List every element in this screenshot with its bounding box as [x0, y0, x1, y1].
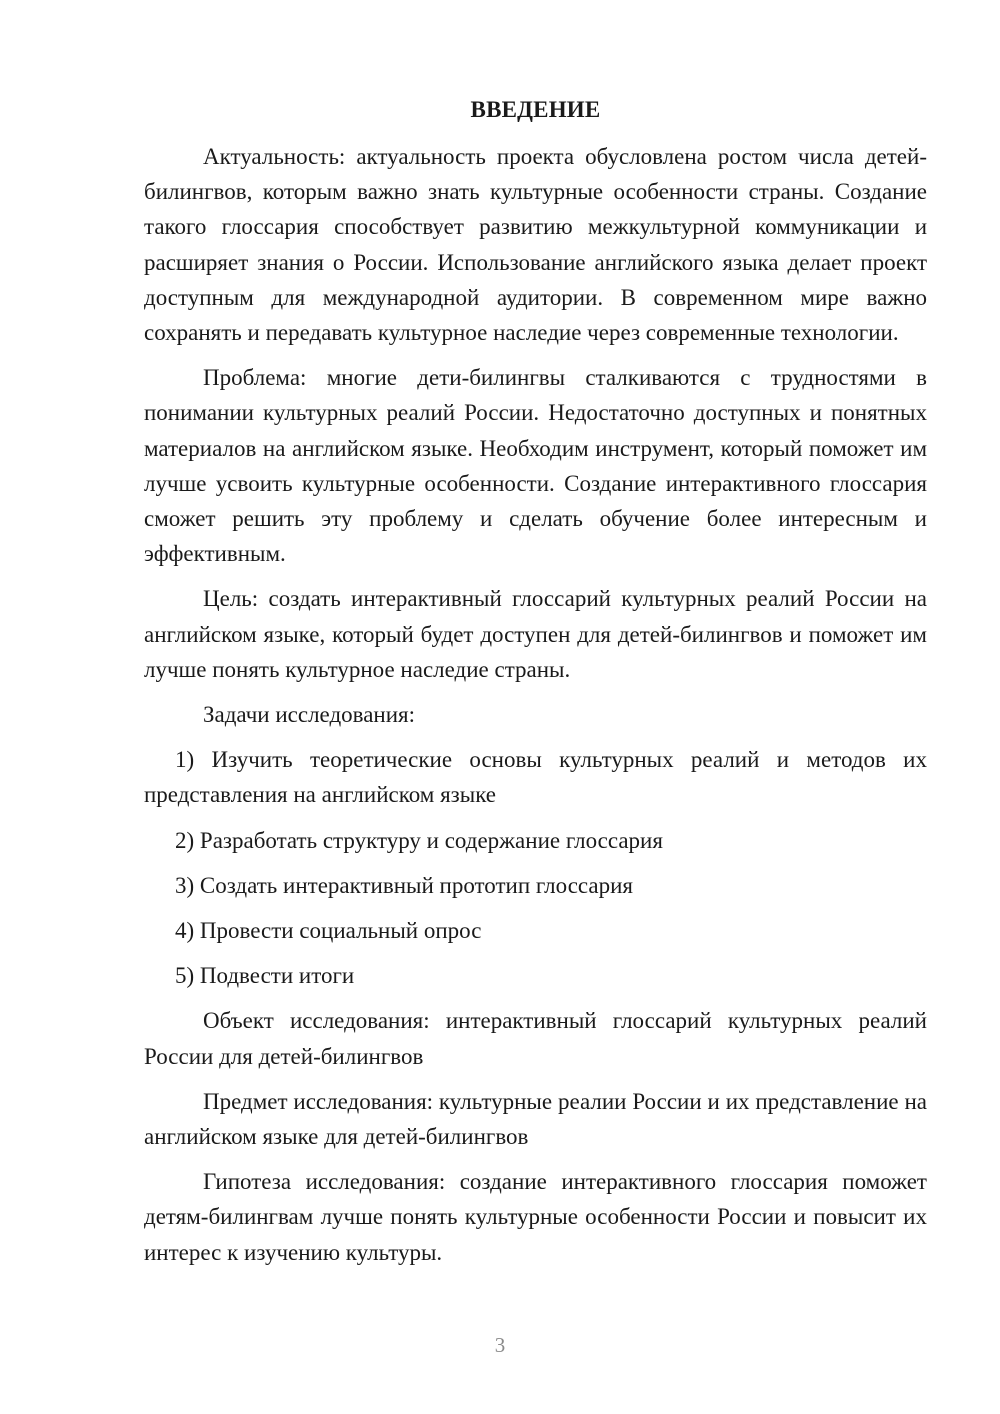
paragraph-goal: Цель: создать интерактивный глоссарий культурных реалий России на английском языке, который будет доступен для детей-билингвов и поможет им лучше понять культурное наследие страны. — [144, 586, 927, 682]
list-item: 5) Подвести итоги — [175, 963, 355, 989]
list-item: 4) Провести социальный опрос — [175, 918, 482, 944]
paragraph-hypothesis: Гипотеза исследования: создание интерактивного глоссария поможет детям-билингвам лучше понять культурные особенности России и повысит их интерес к изучению культуры. — [144, 1169, 927, 1265]
tasks-list — [144, 742, 927, 993]
paragraph-object: Объект исследования: интерактивный глоссарий культурных реалий России для детей-билингвов — [144, 1008, 927, 1069]
section-title: ВВЕДЕНИЕ — [470, 97, 601, 122]
paragraph-subject: Предмет исследования: культурные реалии России и их представление на английском языке для детей-билингвов — [144, 1088, 927, 1150]
paragraph-relevance: Актуальность: актуальность проекта обусловлена ростом числа детей-билингвов, которым важно знать культурные особенности страны. Создание такого глоссария способствует развитию межкультурной коммуникации и расширяет знания о России. Использование английского языка делает проект доступным для международной аудитории. В современном мире важно сохранять и передавать культурное наследие через современные технологии. — [144, 144, 927, 346]
page-number: 3 — [494, 1333, 506, 1357]
list-item: 2) Разработать структуру и содержание глоссария — [175, 827, 663, 853]
tasks-heading: Задачи исследования: — [203, 702, 416, 728]
list-item: 3) Создать интерактивный прототип глоссария — [175, 872, 634, 898]
page-content — [144, 92, 927, 1270]
paragraph-problem: Проблема: многие дети-билингвы сталкиваются с трудностями в понимании культурных реалий России. Недостаточно доступных и понятных материалов на английском языке. Необходим инструмент, который поможет им лучше усвоить культурные особенности. Создание интерактивного глоссария сможет решить эту проблему и сделать обучение более интересным и эффективным. — [144, 365, 927, 567]
list-item: 1) Изучить теоретические основы культурных реалий и методов их представления на английском языке — [144, 747, 927, 808]
